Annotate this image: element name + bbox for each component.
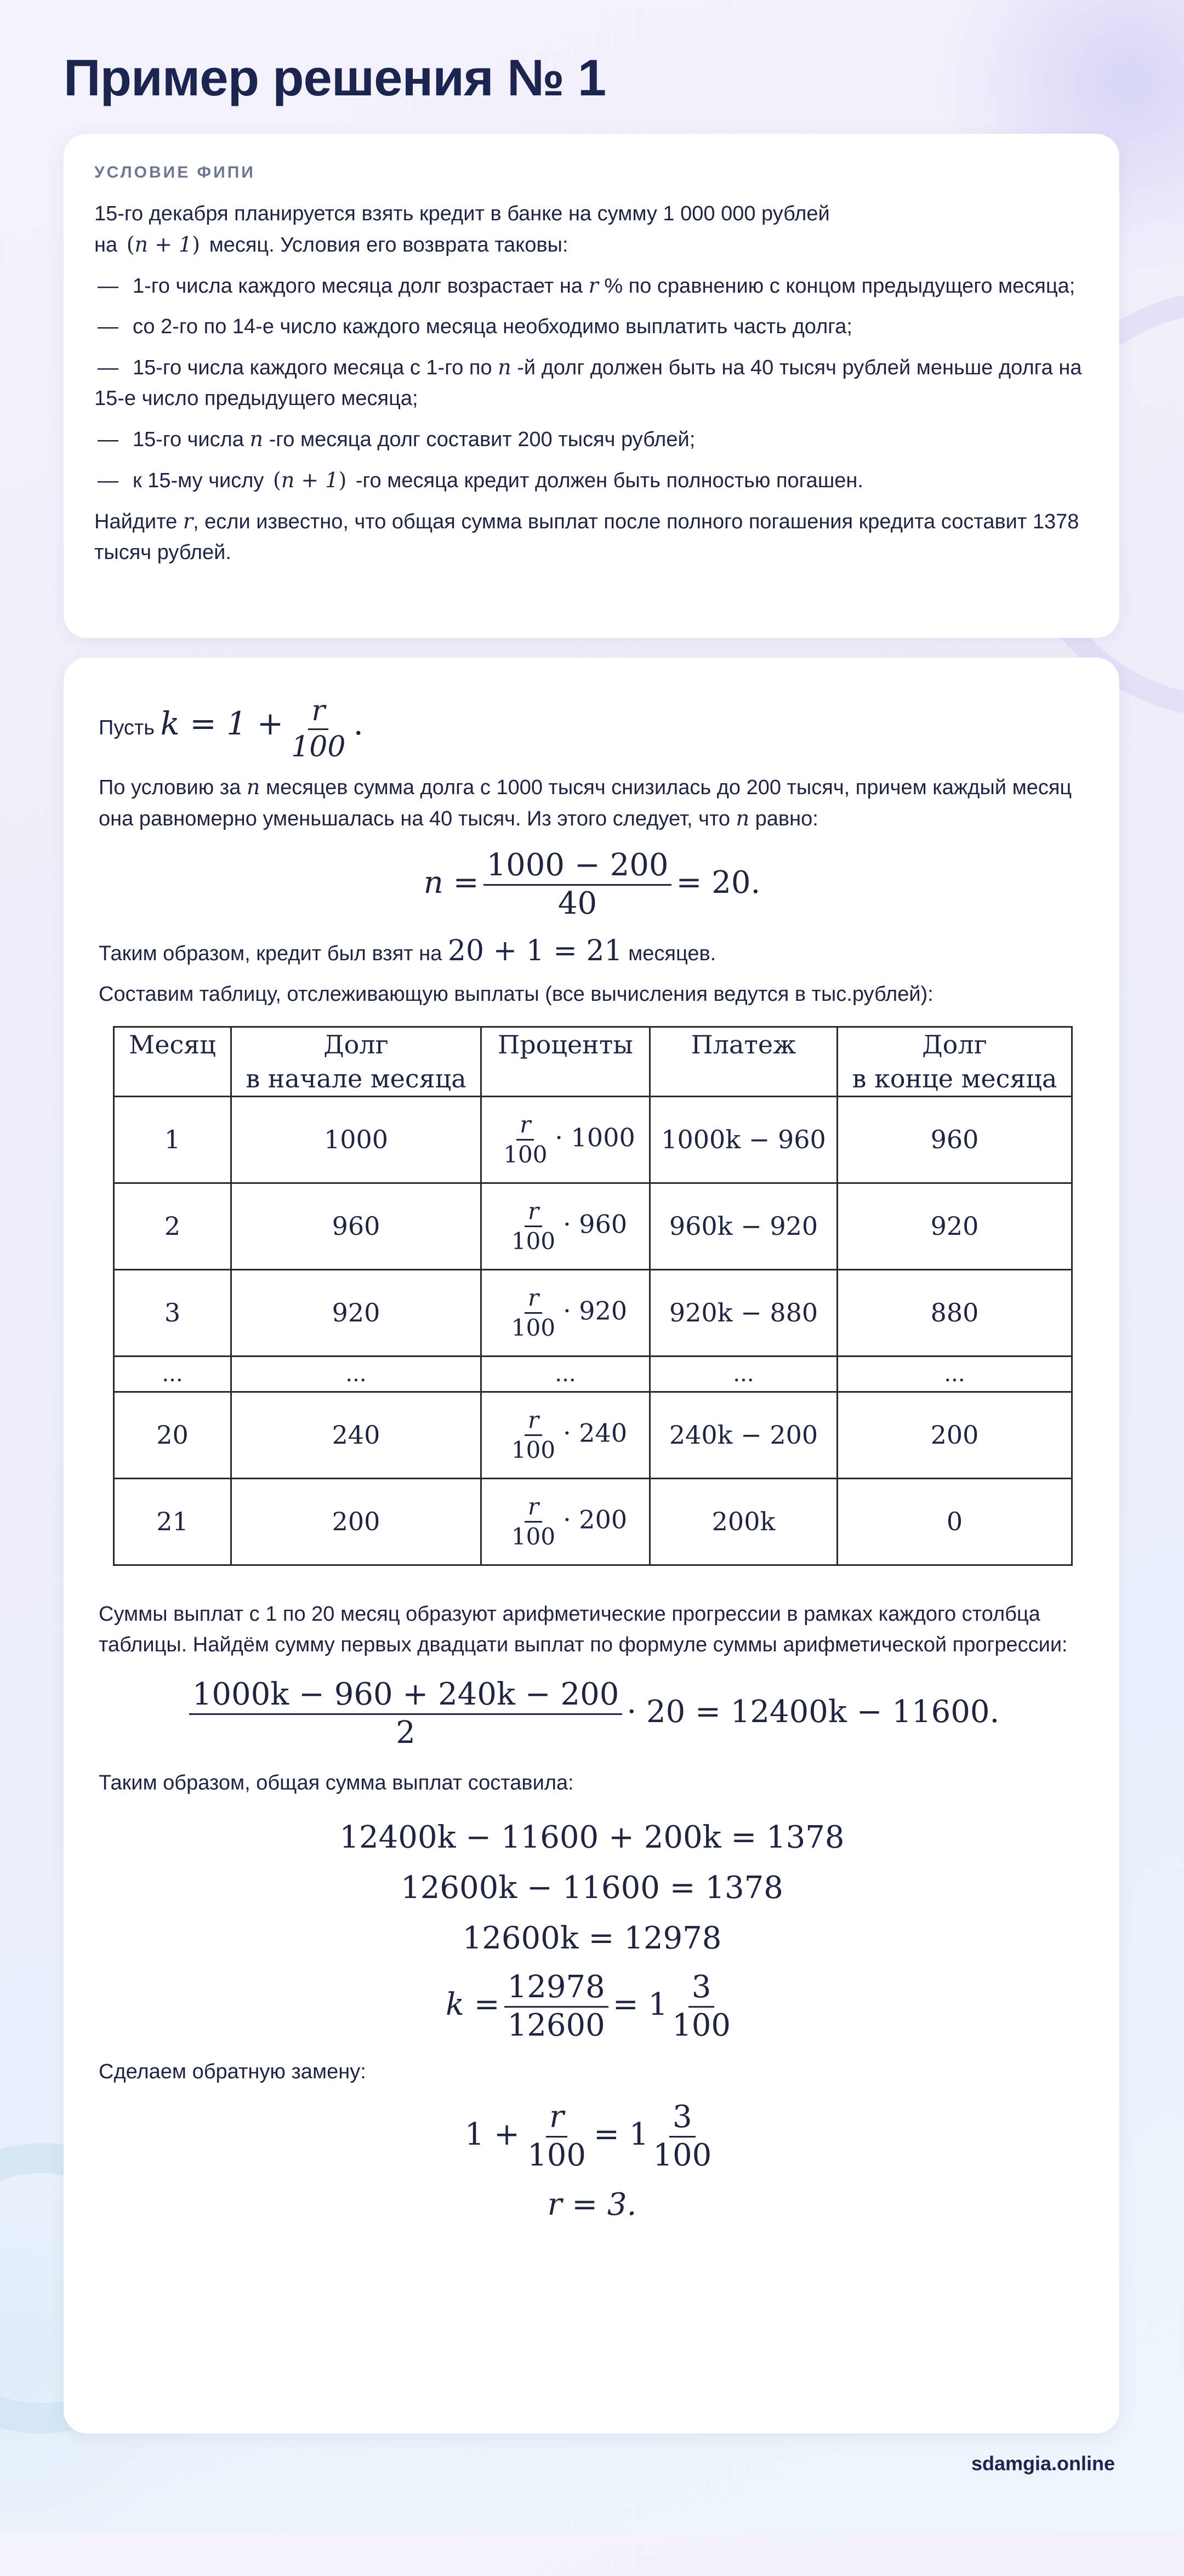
solution-paragraph-5: Таким образом, общая сумма выплат составила: <box>99 1771 574 1795</box>
table-row: 21 200 $\frac{r}{100}$ · 200 200k 0 <box>114 1478 1072 1565</box>
condition-card <box>64 134 1119 638</box>
header-debt-start: Долг в начале месяца <box>231 1027 481 1096</box>
fraction: $\frac{r}{100}$ <box>511 1492 556 1550</box>
table-row: 3 920 $\frac{r}{100}$ · 920 920k − 880 880 <box>114 1269 1072 1356</box>
equation-answer: r = 3. <box>547 2186 637 2222</box>
solution-card <box>64 658 1119 2433</box>
equation-total-3: 12600k = 12978 <box>462 1920 722 1957</box>
condition-intro: 15-го декабря планируется взять кредит в банке на сумму 1 000 000 рублей на (n + 1) месяц. Условия его возврата таковы: <box>94 202 830 257</box>
solution-let: Пусть k = 1 + $\frac{r}{100}$ . <box>99 694 363 763</box>
condition-item-4: — 15-го числа n -го месяца долг составит 200 тысяч рублей; <box>98 427 696 451</box>
table-row: 2 960 $\frac{r}{100}$ · 960 960k − 920 920 <box>114 1183 1072 1269</box>
solution-paragraph-2: Таким образом, кредит был взят на 20 + 1 = 21 месяцев. <box>99 934 716 967</box>
condition-item-5: — к 15-му числу (n + 1) -го месяца кредит должен быть полностью погашен. <box>98 468 863 492</box>
equation-sum: $\frac{1000k - 960 + 240k - 200}{2}$ · 20 = 12400k − 11600. <box>99 1679 1085 1749</box>
condition-question: Найдите r, если известно, что общая сумма выплат после полного погашения кредита составит 1378 тысяч рублей. <box>94 509 1079 564</box>
fraction: $\frac{12978}{12600}$ <box>504 1971 608 2042</box>
equation-k: k = $\frac{12978}{12600}$ = 1 $\frac{3}{100}$ <box>99 1971 1085 2042</box>
condition-item-2: — со 2-го по 14-е число каждого месяца необходимо выплатить часть долга; <box>98 315 852 338</box>
condition-label: УСЛОВИЕ ФИПИ <box>94 163 255 181</box>
equation-substitution: 1 + $\frac{r}{100}$ = 1 $\frac{3}{100}$ <box>99 2101 1085 2172</box>
header-payment: Платеж <box>650 1027 838 1096</box>
condition-item-1: — 1-го числа каждого месяца долг возрастает на r % по сравнению с концом предыдущего месяца; <box>98 273 1075 298</box>
fraction: $\frac{1000 - 200}{40}$ <box>483 850 672 920</box>
table-ellipsis-row: ... ... ... ... ... <box>114 1356 1072 1392</box>
condition-item-3: — 15-го числа каждого месяца с 1-го по n -й долг должен быть на 40 тысяч рублей меньше долга на 15-е число предыдущего месяца; <box>94 355 1082 410</box>
fraction: $\frac{3}{100}$ <box>653 2099 712 2173</box>
equation-n: n = $\frac{1000 - 200}{40}$ = 20. <box>423 847 761 921</box>
brand-logo: sdamgia.online <box>971 2452 1115 2475</box>
fraction: $\frac{3}{100}$ <box>672 1969 731 2044</box>
fraction: $\frac{r}{100}$ <box>291 694 346 763</box>
fraction: $\frac{1000k - 960 + 240k - 200}{2}$ <box>189 1679 623 1749</box>
solution-paragraph-6: Сделаем обратную замену: <box>99 2060 366 2083</box>
payments-table <box>113 1026 1073 1566</box>
fraction: $\frac{r}{100}$ <box>511 1406 556 1463</box>
solution-paragraph-4: Суммы выплат с 1 по 20 месяц образуют арифметические прогрессии в рамках каждого столбца таблицы. Найдём сумму первых двадцати выплат по формуле суммы арифметической прогрессии: <box>99 1602 1068 1656</box>
table-row: 1 1000 $\frac{r}{100}$ · 1000 1000k − 960 960 <box>114 1096 1072 1183</box>
solution-paragraph-1: По условию за n месяцев сумма долга с 1000 тысяч снизилась до 200 тысяч, причем каждый месяц она равномерно уменьшалась на 40 тысяч. Из этого следует, что n равно: <box>99 775 1072 831</box>
header-month: Месяц <box>114 1027 231 1096</box>
fraction: $\frac{r}{100}$ <box>511 1284 556 1341</box>
fraction: $\frac{r}{100}$ <box>511 1197 556 1255</box>
table-row: 20 240 $\frac{r}{100}$ · 240 240k − 200 200 <box>114 1392 1072 1478</box>
equation-total-2: 12600k − 11600 = 1378 <box>401 1870 783 1906</box>
table-header-row <box>114 1027 1072 1096</box>
fraction: $\frac{r}{100}$ <box>503 1110 548 1168</box>
page-title: Пример решения № 1 <box>64 49 606 106</box>
header-interest: Проценты <box>481 1027 650 1096</box>
fraction: $\frac{r}{100}$ <box>527 2099 586 2173</box>
solution-paragraph-3: Составим таблицу, отслеживающую выплаты (все вычисления ведутся в тыс.рублей): <box>99 982 933 1006</box>
header-debt-end: Долг в конце месяца <box>838 1027 1072 1096</box>
equation-total-1: 12400k − 11600 + 200k = 1378 <box>339 1820 845 1856</box>
